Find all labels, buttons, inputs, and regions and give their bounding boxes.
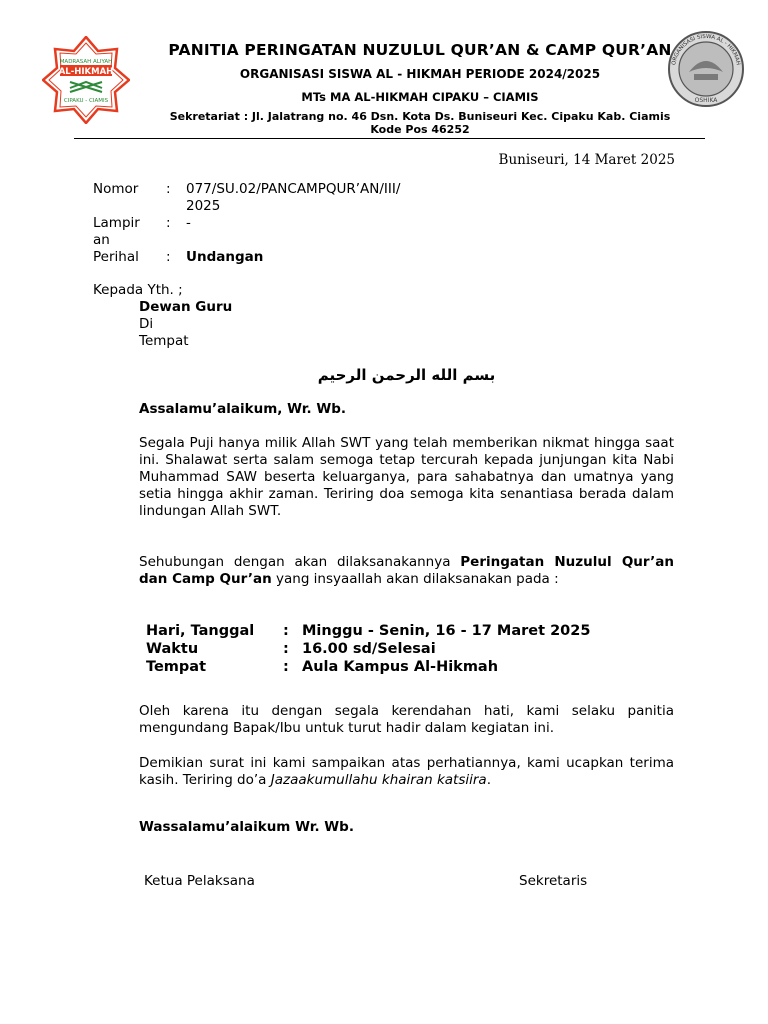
lampiran-label-2: an <box>93 232 110 248</box>
logo-bottom-text: CIPAKU - CIAMIS <box>63 98 109 104</box>
nomor-value-line2: 2025 <box>186 198 221 214</box>
letterhead-org: ORGANISASI SISWA AL - HIKMAH PERIODE 2024/2025 <box>239 67 601 81</box>
recipient-tempat: Tempat <box>139 333 189 349</box>
signature-ketua: Ketua Pelaksana <box>144 873 255 889</box>
paragraph-invitation: Oleh karena itu dengan segala kerendahan hati, kami selaku panitia mengundang Bapak/Ibu untuk turut hadir dalam kegiatan ini. <box>139 703 674 736</box>
lampiran-label-1: Lampir <box>93 215 140 231</box>
postal-code: Kode Pos 46252 <box>370 123 470 136</box>
nomor-colon: : <box>166 181 171 197</box>
nomor-value-line1: 077/SU.02/PANCAMPQUR’AN/III/ <box>186 181 401 197</box>
madrasah-logo <box>42 36 130 124</box>
schedule-day-label: Hari, Tanggal <box>146 623 255 639</box>
event-schedule <box>146 622 666 678</box>
recipient-di: Di <box>139 316 154 332</box>
para2-before: Sehubungan dengan akan dilaksanakannya <box>139 554 461 570</box>
letterhead-address <box>140 110 700 136</box>
lampiran-colon: : <box>166 215 171 231</box>
recipient-name: Dewan Guru <box>139 299 233 315</box>
doa-text: Jazaakumullahu khairan katsiira <box>270 772 487 788</box>
address-line: Sekretariat : Jl. Jalatrang no. 46 Dsn. Kota Ds. Buniseuri Kec. Cipaku Kab. Ciamis <box>169 110 671 123</box>
para4-after: . <box>486 772 492 788</box>
schedule-place-colon: : <box>283 659 289 675</box>
salam-closing: Wassalamu’alaikum Wr. Wb. <box>139 819 354 835</box>
perihal-colon: : <box>166 249 171 265</box>
letterhead-title: PANITIA PERINGATAN NUZULUL QUR’AN & CAMP QUR’AN <box>168 41 672 59</box>
letter-date: Buniseuri, 14 Maret 2025 <box>498 152 675 168</box>
nomor-label: Nomor <box>93 181 139 197</box>
paragraph-closing <box>139 755 674 789</box>
logo-ring-text: ORGANISASI SISWA AL - HIKMAH <box>671 33 741 66</box>
signature-sekretaris: Sekretaris <box>519 873 588 889</box>
schedule-place-value: Aula Kampus Al-Hikmah <box>302 659 499 675</box>
logo-top-text: MADRASAH ALIYAH <box>59 59 113 65</box>
para4-before: Demikian surat ini kami sampaikan atas perhatiannya, kami ucapkan terima kasih. Teriring do’a <box>139 755 674 788</box>
perihal-label: Perihal <box>93 249 139 265</box>
paragraph-opening: Segala Puji hanya milik Allah SWT yang telah memberikan nikmat hingga saat ini. Shalawat serta salam semoga tetap tercurah kepada junjungan kita Nabi Muhammad SAW beserta keluarganya, para sahabatnya dan umatnya yang setia hingga akhir zaman. Teriring doa semoga kita senantiasa berada dalam lindungan Allah SWT. <box>139 435 674 519</box>
schedule-day-value: Minggu - Senin, 16 - 17 Maret 2025 <box>302 623 591 639</box>
schedule-place-label: Tempat <box>146 659 207 675</box>
perihal-value: Undangan <box>186 249 264 265</box>
paragraph-event <box>139 554 674 588</box>
event-name: Peringatan Nuzulul Qur’an dan Camp Qur’an <box>139 554 674 587</box>
salam-opening: Assalamu’alaikum, Wr. Wb. <box>139 401 347 417</box>
logo-name-text: AL-HIKMAH <box>58 67 114 77</box>
schedule-day-colon: : <box>283 623 289 639</box>
header-divider <box>74 138 705 139</box>
logo-oshika-text: OSHIKA <box>694 97 718 104</box>
letter-meta <box>93 181 493 271</box>
recipient-kepada: Kepada Yth. ; <box>93 282 183 298</box>
schedule-time-label: Waktu <box>146 641 199 657</box>
letterhead-school: MTs MA AL-HIKMAH CIPAKU – CIAMIS <box>301 90 539 104</box>
schedule-time-value: 16.00 sd/Selesai <box>302 641 436 657</box>
schedule-time-colon: : <box>283 641 289 657</box>
basmalah: بسم الله الرحمن الرحيم <box>317 366 496 384</box>
lampiran-value: - <box>186 215 191 231</box>
para2-after: yang insyaallah akan dilaksanakan pada : <box>271 571 559 587</box>
